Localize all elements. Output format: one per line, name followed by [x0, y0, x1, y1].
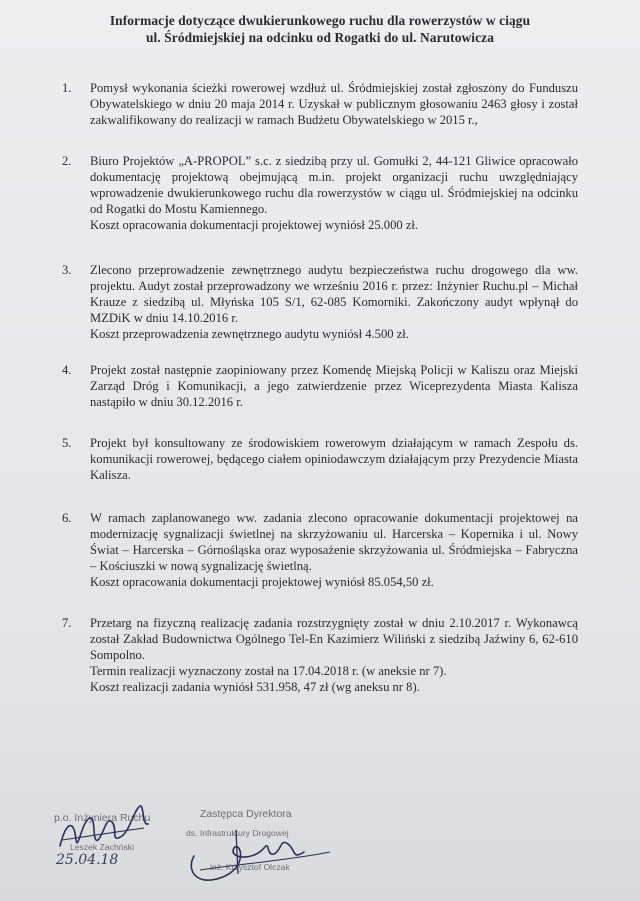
item-cost: Koszt realizacji zadania wyniósł 531.958, 47 zł (wg aneksu nr 8). — [90, 680, 420, 694]
stamp-name: Leszek Zachński — [70, 842, 135, 852]
item-cost: Koszt przeprowadzenia zewnętrznego audytu wyniósł 4.500 zł. — [90, 327, 409, 341]
list-item — [62, 153, 578, 233]
item-text: Pomysł wykonania ścieżki rowerowej wzdłuż ul. Śródmiejskiej został zgłoszony do Funduszu Obywatelskiego w dniu 20 maja 2014 r. Uzyskał w publicznym głosowaniu 2463 głosy i został zakwalifikowany do realizacji w ramach Budżetu Obywatelskiego w 2015 r., — [90, 81, 578, 127]
signature-block-left — [52, 800, 162, 880]
item-number: 1. — [62, 81, 72, 95]
item-cost: Koszt opracowania dokumentacji projektowej wyniósł 85.054,50 zł. — [90, 575, 434, 589]
item-number: 4. — [62, 363, 72, 377]
title-line-1: Informacje dotyczące dwukierunkowego ruchu dla rowerzystów w ciągu — [109, 13, 531, 28]
item-number: 5. — [62, 436, 72, 450]
list-item — [62, 435, 578, 483]
list-item — [62, 80, 578, 128]
stamp-line-2: ds. Infrastruktury Drogowej — [186, 828, 289, 838]
item-text: Przetarg na fizyczną realizację zadania rozstrzygnięty został w dniu 2.10.2017 r. Wykonawcą został Zakład Budownictwa Ogólnego Tel-En Kazimierz Wiliński z siedzibą Jaźwiny 6, 62-610 Sompolno. — [90, 616, 578, 662]
item-number: 2. — [62, 154, 72, 168]
item-number: 3. — [62, 263, 72, 277]
signature-block-right — [180, 800, 360, 890]
item-text: Biuro Projektów „A-PROPOL” s.c. z siedzibą przy ul. Gomułki 2, 44-121 Gliwice opracowało dokumentację projektową obejmującą m.in. projekt organizacji ruchu uwzględniający wprowadzenie dwukierunkowego ruchu dla rowerzystów w ciągu ul. Śródmiejskiej na odcinku od Rogatki do Mostu Kamiennego. — [90, 154, 578, 216]
list-item — [62, 615, 578, 695]
item-cost: Koszt opracowania dokumentacji projektowej wyniósł 25.000 zł. — [90, 218, 419, 232]
signature-scribble-right — [180, 800, 360, 890]
document-title — [60, 12, 580, 46]
handwritten-date: 25.04.18 — [56, 852, 119, 868]
list-item — [62, 510, 578, 590]
item-text: W ramach zaplanowanego ww. zadania zlecono opracowanie dokumentacji projektowej na modernizację sygnalizacji świetlnej na skrzyżowaniu ul. Harcerska – Kopernika i ul. Nowy Świat – Harcerska – Górnośląska oraz wyposażenie skrzyżowania ul. Śródmiejska – Fabryczna – Kościuszki w nową sygnalizację świetlną. — [90, 511, 578, 573]
item-text: Projekt był konsultowany ze środowiskiem rowerowym działającym w ramach Zespołu ds. komunikacji rowerowej, będącego ciałem opiniodawczym działającym przy Prezydencie Miasta Kalisza. — [90, 436, 578, 482]
stamp-line-3: inż. Krzysztof Olczak — [210, 862, 290, 872]
item-text: Zlecono przeprowadzenie zewnętrznego audytu bezpieczeństwa ruchu drogowego dla ww. projektu. Audyt został przeprowadzony we wrześniu 2016 r. przez: Inżynier Ruchu.pl – Michał Krauze z siedzibą ul. Młyńska 105 S/1, 62-085 Komorniki. Zakończony audyt wpłynął do MZDiK w dniu 14.10.2016 r. — [90, 263, 578, 325]
stamp-line-1: Zastępca Dyrektora — [200, 808, 292, 820]
list-item — [62, 362, 578, 410]
stamp-title: p.o. Inżyniera Ruchu — [54, 812, 151, 824]
list-item — [62, 262, 578, 342]
item-number: 6. — [62, 511, 72, 525]
signature-scribble-left — [52, 800, 162, 860]
title-line-2: ul. Śródmiejskiej na odcinku od Rogatki do ul. Narutowicza — [145, 30, 495, 45]
item-number: 7. — [62, 616, 72, 630]
item-deadline: Termin realizacji wyznaczony został na 17.04.2018 r. (w aneksie nr 7). — [90, 664, 447, 678]
item-text: Projekt został następnie zaopiniowany przez Komendę Miejską Policji w Kaliszu oraz Miejski Zarząd Dróg i Komunikacji, a jego zatwierdzenie przez Wiceprezydenta Miasta Kalisza nastąpiło w dniu 30.12.2016 r. — [90, 363, 578, 409]
